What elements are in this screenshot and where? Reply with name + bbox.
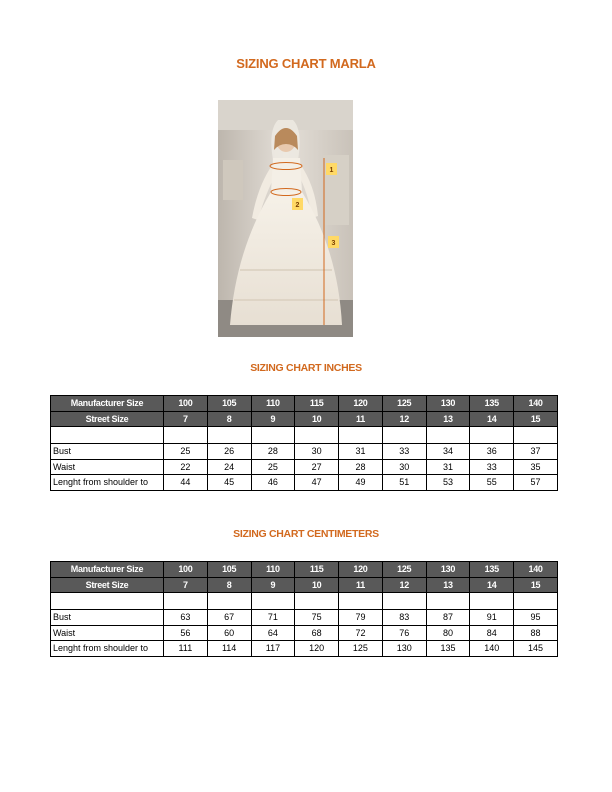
table-cell: [51, 427, 164, 444]
table-row-street-size: [51, 577, 558, 593]
table-cell: 130: [426, 562, 470, 578]
table-row-street-size: [51, 411, 558, 427]
table-cell: [514, 593, 558, 610]
table-cell: 25: [251, 459, 295, 475]
table-row-manufacturer-size: [51, 396, 558, 412]
table-cell: 14: [470, 577, 514, 593]
table-cell: 60: [207, 625, 251, 641]
table-cell: 100: [164, 562, 208, 578]
table-cell: 105: [207, 396, 251, 412]
table-cell: 87: [426, 610, 470, 626]
table-row-bust: [51, 444, 558, 460]
table-cell: 125: [382, 396, 426, 412]
table-cell: 36: [470, 444, 514, 460]
table-cell: 130: [382, 641, 426, 657]
table-cell: [339, 427, 383, 444]
table-cell: 100: [164, 396, 208, 412]
table-cell: 47: [295, 475, 339, 491]
table-cell: 88: [514, 625, 558, 641]
row-label: Manufacturer Size: [51, 396, 164, 412]
table-cell: 35: [514, 459, 558, 475]
table-cell: 25: [164, 444, 208, 460]
centimeters-table: [50, 561, 558, 657]
table-row-manufacturer-size: [51, 562, 558, 578]
table-cell: 10: [295, 577, 339, 593]
table-cell: 13: [426, 411, 470, 427]
table-cell: 51: [382, 475, 426, 491]
table-cell: 130: [426, 396, 470, 412]
table-cell: 135: [426, 641, 470, 657]
table-cell: 135: [470, 562, 514, 578]
table-cell: [207, 427, 251, 444]
table-cell: [51, 593, 164, 610]
table-cell: 79: [339, 610, 383, 626]
table-cell: 114: [207, 641, 251, 657]
table-cell: 84: [470, 625, 514, 641]
table-cell: 10: [295, 411, 339, 427]
table-cell: [470, 593, 514, 610]
table-row-blank: [51, 427, 558, 444]
table-cell: 26: [207, 444, 251, 460]
table-cell: [164, 427, 208, 444]
centimeters-table-title: SIZING CHART CENTIMETERS: [233, 528, 379, 540]
table-cell: 12: [382, 577, 426, 593]
table-cell: 56: [164, 625, 208, 641]
table-cell: 115: [295, 396, 339, 412]
row-label: Manufacturer Size: [51, 562, 164, 578]
table-cell: 9: [251, 577, 295, 593]
table-cell: 80: [426, 625, 470, 641]
table-cell: [514, 427, 558, 444]
table-cell: 30: [382, 459, 426, 475]
marker-2: 2: [295, 202, 300, 209]
table-cell: 145: [514, 641, 558, 657]
row-label: Lenght from shoulder to: [51, 475, 164, 491]
table-cell: [251, 427, 295, 444]
table-cell: 91: [470, 610, 514, 626]
table-cell: 14: [470, 411, 514, 427]
table-cell: [382, 427, 426, 444]
table-cell: 63: [164, 610, 208, 626]
row-label: Waist: [51, 625, 164, 641]
table-cell: [207, 593, 251, 610]
table-cell: 44: [164, 475, 208, 491]
table-cell: 30: [295, 444, 339, 460]
table-cell: [470, 427, 514, 444]
table-cell: 75: [295, 610, 339, 626]
table-cell: 15: [514, 577, 558, 593]
table-cell: 46: [251, 475, 295, 491]
table-cell: 110: [251, 562, 295, 578]
row-label: Bust: [51, 444, 164, 460]
table-cell: 53: [426, 475, 470, 491]
table-cell: 7: [164, 411, 208, 427]
table-cell: 110: [251, 396, 295, 412]
table-cell: [295, 427, 339, 444]
table-cell: 31: [339, 444, 383, 460]
table-cell: 11: [339, 411, 383, 427]
table-cell: 120: [295, 641, 339, 657]
table-cell: 140: [514, 562, 558, 578]
table-cell: 8: [207, 411, 251, 427]
row-label: Street Size: [51, 411, 164, 427]
page-title: SIZING CHART MARLA: [236, 56, 376, 71]
table-cell: 34: [426, 444, 470, 460]
table-cell: [382, 593, 426, 610]
table-row-bust: [51, 610, 558, 626]
table-row-length: [51, 641, 558, 657]
table-cell: 125: [339, 641, 383, 657]
table-row-length: [51, 475, 558, 491]
table-cell: 140: [470, 641, 514, 657]
table-cell: 76: [382, 625, 426, 641]
table-cell: 71: [251, 610, 295, 626]
table-cell: [164, 593, 208, 610]
table-cell: 72: [339, 625, 383, 641]
table-cell: 135: [470, 396, 514, 412]
row-label: Bust: [51, 610, 164, 626]
table-cell: [426, 427, 470, 444]
row-label: Waist: [51, 459, 164, 475]
table-cell: [295, 593, 339, 610]
table-row-waist: [51, 459, 558, 475]
table-cell: [251, 593, 295, 610]
marker-1: 1: [329, 167, 334, 174]
table-cell: 120: [339, 562, 383, 578]
table-cell: 83: [382, 610, 426, 626]
marker-3: 3: [331, 240, 336, 247]
row-label: Lenght from shoulder to: [51, 641, 164, 657]
table-cell: 64: [251, 625, 295, 641]
table-cell: 22: [164, 459, 208, 475]
table-cell: [426, 593, 470, 610]
table-cell: 105: [207, 562, 251, 578]
table-row-blank: [51, 593, 558, 610]
table-cell: 15: [514, 411, 558, 427]
inches-table: [50, 395, 558, 491]
table-cell: 28: [251, 444, 295, 460]
table-cell: 9: [251, 411, 295, 427]
table-cell: 120: [339, 396, 383, 412]
table-cell: 27: [295, 459, 339, 475]
table-cell: 49: [339, 475, 383, 491]
table-cell: 33: [470, 459, 514, 475]
table-cell: 140: [514, 396, 558, 412]
table-cell: [339, 593, 383, 610]
table-cell: 24: [207, 459, 251, 475]
table-cell: 117: [251, 641, 295, 657]
table-cell: 33: [382, 444, 426, 460]
table-cell: 55: [470, 475, 514, 491]
table-cell: 7: [164, 577, 208, 593]
table-cell: 68: [295, 625, 339, 641]
table-cell: 67: [207, 610, 251, 626]
table-cell: 115: [295, 562, 339, 578]
table-cell: 45: [207, 475, 251, 491]
table-cell: 12: [382, 411, 426, 427]
table-cell: 8: [207, 577, 251, 593]
table-cell: 13: [426, 577, 470, 593]
table-cell: 37: [514, 444, 558, 460]
table-cell: 95: [514, 610, 558, 626]
dress-photo: [218, 100, 353, 337]
inches-table-title: SIZING CHART INCHES: [250, 362, 362, 374]
table-cell: 11: [339, 577, 383, 593]
table-cell: 57: [514, 475, 558, 491]
table-cell: 125: [382, 562, 426, 578]
table-cell: 111: [164, 641, 208, 657]
table-row-waist: [51, 625, 558, 641]
table-cell: 31: [426, 459, 470, 475]
row-label: Street Size: [51, 577, 164, 593]
table-cell: 28: [339, 459, 383, 475]
dress-illustration: [218, 100, 353, 337]
